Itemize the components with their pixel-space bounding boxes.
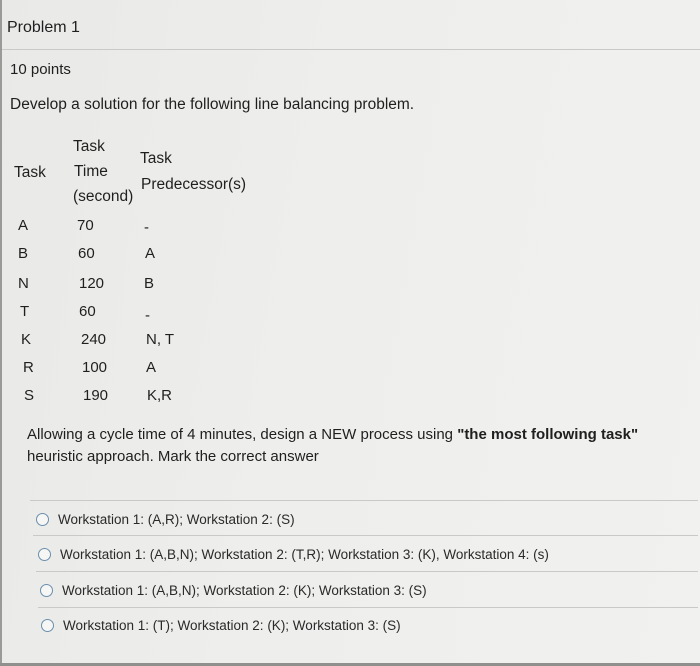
task-cell: N (18, 275, 29, 292)
answer-option-2[interactable] (38, 541, 549, 567)
task-cell: R (23, 359, 34, 376)
radio-icon[interactable] (36, 513, 49, 526)
question-bold: "the most following task" (457, 426, 639, 443)
header-time-line2: Time (74, 163, 108, 180)
pred-cell: B (144, 275, 155, 292)
header-pred-line1: Task (140, 150, 172, 167)
problem-title: Problem 1 (7, 19, 80, 36)
time-cell: 60 (79, 303, 96, 320)
time-cell: 190 (83, 387, 109, 404)
answer-option-1[interactable] (36, 506, 295, 532)
task-cell: S (24, 387, 35, 404)
question-part2: heuristic approach. Mark the correct answer (27, 448, 319, 465)
option-divider (33, 535, 698, 536)
radio-icon[interactable] (38, 548, 51, 561)
option-divider (36, 571, 698, 572)
pred-cell: N, T (146, 331, 175, 348)
left-border (0, 0, 2, 666)
pred-cell: - (144, 219, 149, 236)
pred-cell: A (146, 359, 157, 376)
points-label: 10 points (10, 61, 71, 78)
header-time-line3: (second) (73, 188, 134, 205)
option-label: Workstation 1: (T); Workstation 2: (K); Workstation 3: (S) (63, 617, 401, 633)
radio-icon[interactable] (41, 619, 54, 632)
option-label: Workstation 1: (A,B,N); Workstation 2: (T,R); Workstation 3: (K), Workstation 4: (s) (60, 546, 549, 562)
pred-cell: K,R (147, 387, 173, 404)
question-text (27, 424, 697, 468)
task-cell: A (18, 217, 29, 234)
pred-cell: - (145, 307, 150, 324)
option-label: Workstation 1: (A,R); Workstation 2: (S) (58, 511, 295, 527)
answer-option-3[interactable] (40, 577, 427, 603)
option-divider (30, 500, 698, 501)
header-task: Task (14, 164, 46, 181)
instruction-text: Develop a solution for the following line balancing problem. (10, 96, 415, 113)
option-label: Workstation 1: (A,B,N); Workstation 2: (K); Workstation 3: (S) (62, 582, 427, 598)
pred-cell: A (145, 245, 156, 262)
task-cell: T (20, 303, 30, 320)
header-pred-line2: Predecessor(s) (141, 176, 247, 193)
time-cell: 100 (82, 359, 108, 376)
divider (2, 49, 700, 50)
header-time-line1: Task (73, 138, 105, 155)
answer-option-4[interactable] (41, 612, 401, 638)
radio-icon[interactable] (40, 584, 53, 597)
time-cell: 70 (77, 217, 94, 234)
time-cell: 240 (81, 331, 107, 348)
task-cell: B (18, 245, 29, 262)
task-cell: K (21, 331, 32, 348)
time-cell: 120 (79, 275, 105, 292)
time-cell: 60 (78, 245, 95, 262)
question-part1: Allowing a cycle time of 4 minutes, design a NEW process using (27, 426, 458, 443)
option-divider (38, 607, 698, 608)
